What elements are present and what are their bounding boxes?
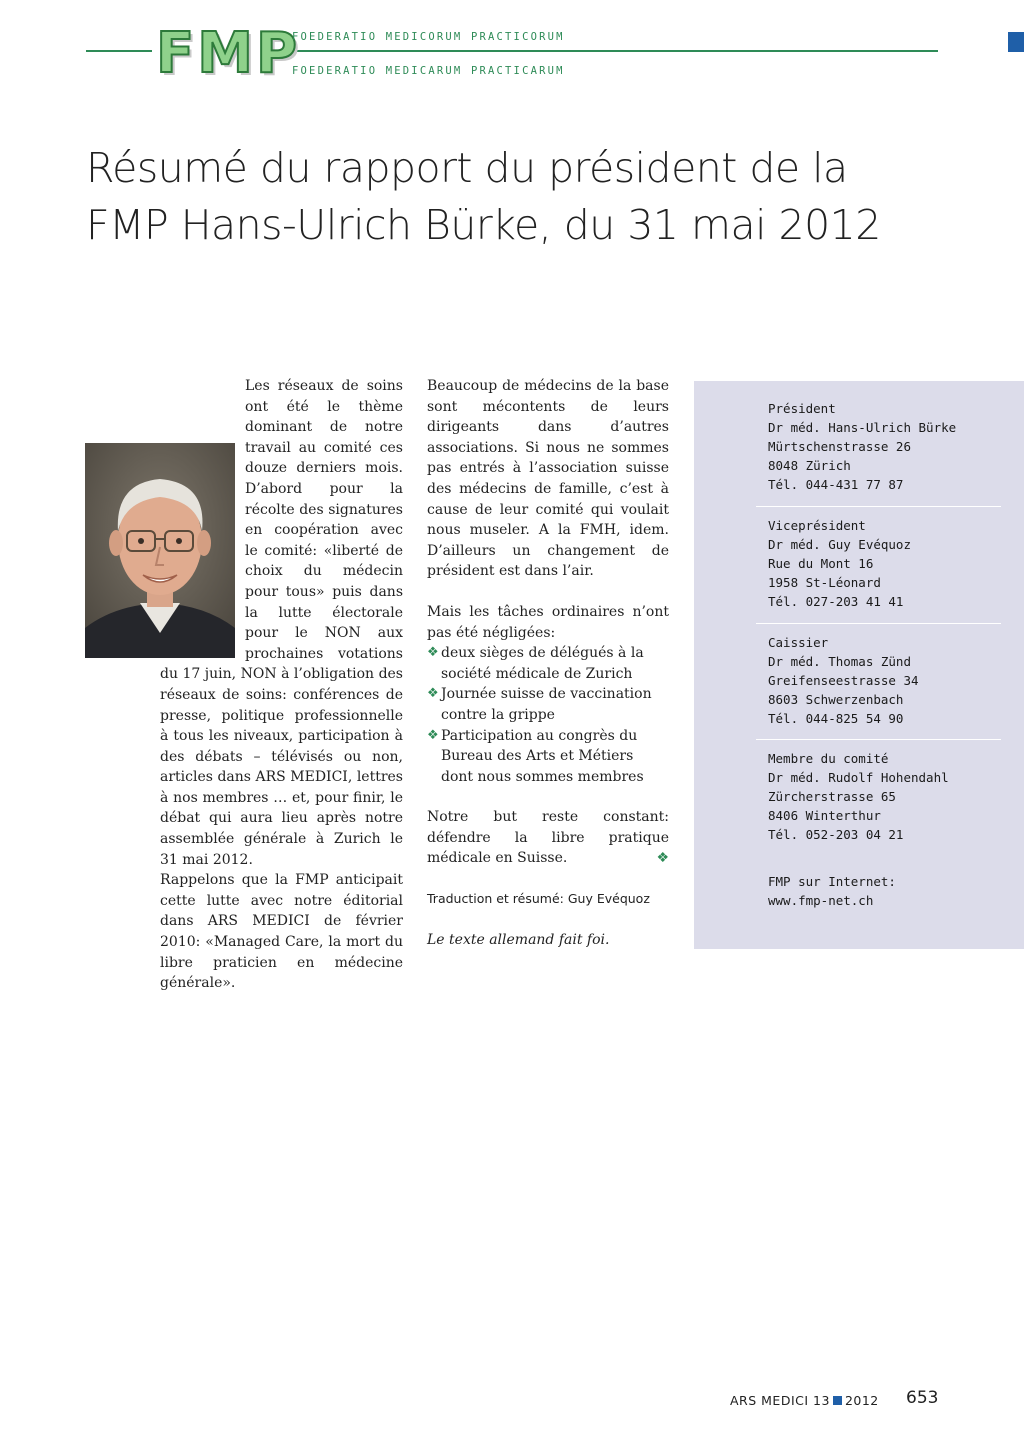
title-line-1: Résumé du rapport du président de la (86, 144, 848, 192)
journal-footer (730, 1393, 879, 1408)
col1-paragraph-1: Les réseaux de soins ont été le thème dominant de notre travail au comité ces douze derniers mois. D’abord pour la récolte des signatures en coopération avec le comité: «liberté de choix du médecin pour tous» puis dans la lutte électorale pour le NON aux prochaines votations du 17 juin, NON à l’obligation des réseaux de soins: conférences de presse, politique professionnelle à tous les niveaux, participation à des débats – télévisés ou non, articles dans ARS MEDICI, lettres à nos membres … et, pour finir, le débat qui aura lieu après notre assemblée générale à Zurich le 31 mai 2012. (160, 378, 403, 868)
blue-square-icon (833, 1396, 842, 1405)
article-column-2 (427, 376, 669, 950)
sidebar-divider (756, 506, 1001, 507)
committee-member: Membre du comité Dr méd. Rudolf Hohendahl Zürcherstrasse 65 8406 Winterthur Tél. 052-203 04 21 (768, 751, 949, 842)
sidebar-divider (756, 623, 1001, 624)
diamond-bullet-icon: ❖ (427, 686, 439, 702)
motto-line-1: FOEDERATIO MEDICORUM PRACTICORUM (292, 31, 565, 43)
translation-credit: Traduction et résumé: Guy Evéquoz (427, 891, 650, 907)
diamond-bullet-icon: ❖ (427, 645, 439, 661)
committee-member-president: Président Dr méd. Hans-Ulrich Bürke Mürtschenstrasse 26 8048 Zürich Tél. 044-431 77 87 (768, 401, 957, 492)
title-line-2: FMP Hans-Ulrich Bürke, du 31 mai 2012 (86, 201, 881, 249)
motto-line-2: FOEDERATIO MEDICARUM PRACTICARUM (292, 65, 565, 77)
fmp-website: FMP sur Internet: www.fmp-net.ch (768, 874, 896, 908)
committee-sidebar (694, 381, 1024, 949)
header-rule-left (86, 50, 152, 52)
article-title (86, 140, 966, 254)
language-note: Le texte allemand fait foi. (427, 931, 610, 948)
col2-paragraph-3: Notre but reste constant: défendre la libre pratique médicale en Suisse. ❖ (427, 807, 669, 869)
header-rule-right (292, 50, 938, 52)
website-link[interactable]: www.fmp-net.ch (768, 893, 874, 908)
corner-marker (1008, 32, 1024, 52)
list-item: ❖ Participation au congrès du Bureau des Arts et Métiers dont nous sommes membres (427, 727, 644, 785)
col2-paragraph-1: Beaucoup de médecins de la base sont mécontents de leurs dirigeants dans d’autres associations. Si nous ne sommes pas entrés à l’association suisse des médecins de famille, c’est à cause de leur comité qui voulait nous museler. A la FMH, idem. D’ailleurs un changement de président est dans l’air. (427, 378, 669, 580)
journal-name: ARS MEDICI 13 (730, 1393, 830, 1408)
journal-year: 2012 (844, 1393, 879, 1408)
end-mark-icon: ❖ (656, 850, 669, 867)
fmp-logo: FMP (156, 21, 301, 86)
committee-member-treasurer: Caissier Dr méd. Thomas Zünd Greifenseestrasse 34 8603 Schwerzenbach Tél. 044-825 54 90 (768, 635, 919, 726)
portrait-photo (85, 443, 235, 658)
article-column-1 (160, 376, 403, 994)
task-list (427, 643, 669, 787)
page-number: 653 (906, 1388, 939, 1408)
diamond-bullet-icon: ❖ (427, 727, 439, 743)
committee-member-vicepresident: Viceprésident Dr méd. Guy Evéquoz Rue du Mont 16 1958 St-Léonard Tél. 027-203 41 41 (768, 518, 911, 609)
col2-paragraph-2: Mais les tâches ordinaires n’ont pas été négligées: (427, 603, 669, 641)
sidebar-divider (756, 739, 1001, 740)
list-item: ❖ deux sièges de délégués à la société médicale de Zurich (427, 645, 644, 682)
col1-paragraph-2: Rappelons que la FMP anticipait cette lutte avec notre éditorial dans ARS MEDICI de février 2010: «Managed Care, la mort du libre praticien en médecine générale». (160, 872, 403, 992)
list-item: ❖ Journée suisse de vaccination contre la grippe (427, 686, 652, 723)
